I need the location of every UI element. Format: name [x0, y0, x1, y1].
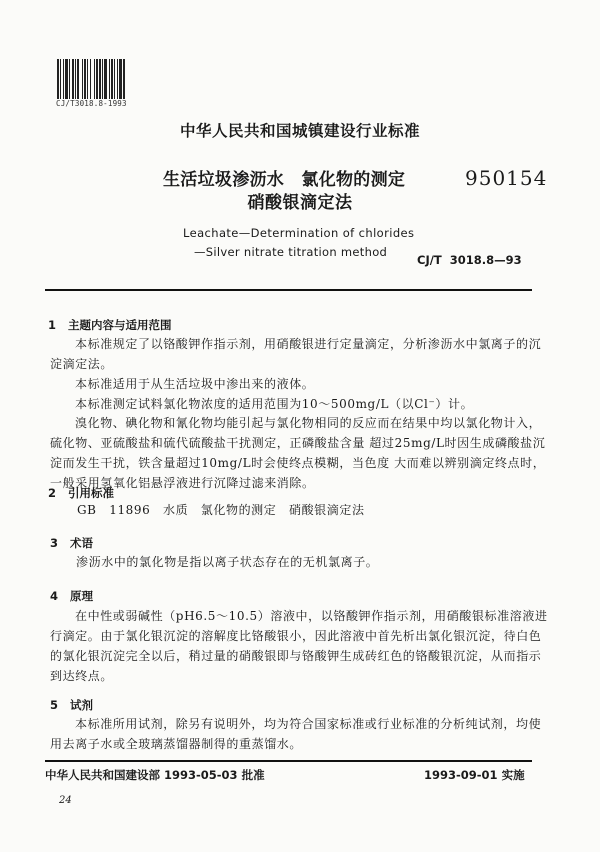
- section-2-heading: 2 引用标准: [48, 486, 115, 500]
- issuing-organization: 中华人民共和国城镇建设行业标准: [179, 122, 420, 140]
- header-divider: [45, 289, 532, 291]
- english-title-line2: —Silver nitrate titration method: [194, 245, 388, 259]
- section-1-paragraph-1: 本标准规定了以铬酸钾作指示剂，用硝酸银进行定量滴定，分析渗沥水中氯离子的沉淀滴定法。: [50, 337, 542, 371]
- footer-divider: [45, 760, 532, 762]
- section-1-paragraph-2: 本标准适用于从生活垃圾中渗出来的液体。: [75, 377, 315, 391]
- english-title-line1: Leachate—Determination of chlorides: [183, 226, 415, 240]
- standard-code: CJ/T 3018.8—93: [417, 253, 522, 267]
- section-3-heading: 3 术语: [50, 536, 94, 550]
- section-2-reference: GB 11896 水质 氯化物的测定 硝酸银滴定法: [77, 503, 365, 517]
- section-5-heading: 5 试剂: [50, 698, 94, 712]
- document-number: 950154: [465, 166, 548, 190]
- barcode-text: CJ/T3018.8-1993: [56, 99, 127, 108]
- section-1-paragraph-4: 溴化物、碘化物和氰化物均能引起与氯化物相同的反应而在结果中均以氯化物计入，硫化物、亚硫酸盐和硫代硫酸盐干扰测定，正磷酸盐含量 超过25mg/L时因生成磷酸盐沉淀而发生干扰，铁含量超过10mg/L时会使终点模糊，当色度 大而难以辨别滴定终点时，一般采用氢氧化铝悬浮液进行沉降过滤来消除。: [50, 416, 546, 490]
- document-title-line1: 生活垃圾渗沥水 氯化物的测定: [163, 170, 406, 190]
- section-4-paragraph: 在中性或弱碱性（pH6.5～10.5）溶液中，以铬酸钾作指示剂，用硝酸银标准溶液进行滴定。由于氯化银沉淀的溶解度比铬酸银小，因此溶液中首先析出氯化银沉淀，待白色的氯化银沉淀完全以后，稍过量的硝酸银即与铬酸钾生成砖红色的铬酸银沉淀，从而指示到达终点。: [50, 609, 548, 683]
- section-5-paragraph: 本标准所用试剂，除另有说明外，均为符合国家标准或行业标准的分析纯试剂，均使用去离子水或全玻璃蒸馏器制得的重蒸馏水。: [50, 717, 542, 751]
- implementation-date: 1993-09-01 实施: [424, 768, 525, 782]
- barcode: [57, 59, 136, 99]
- section-4-heading: 4 原理: [50, 589, 94, 603]
- section-1-paragraph-3: 本标准测定试料氯化物浓度的适用范围为10～500mg/L（以Cl⁻）计。: [75, 397, 474, 411]
- section-1-heading: 1 主题内容与适用范围: [48, 318, 172, 332]
- page-number: 24: [59, 795, 72, 806]
- document-title-line2: 硝酸银滴定法: [247, 193, 353, 213]
- section-3-paragraph: 渗沥水中的氯化物是指以离子状态存在的无机氯离子。: [76, 555, 379, 569]
- approval-statement: 中华人民共和国建设部 1993-05-03 批准: [45, 768, 265, 782]
